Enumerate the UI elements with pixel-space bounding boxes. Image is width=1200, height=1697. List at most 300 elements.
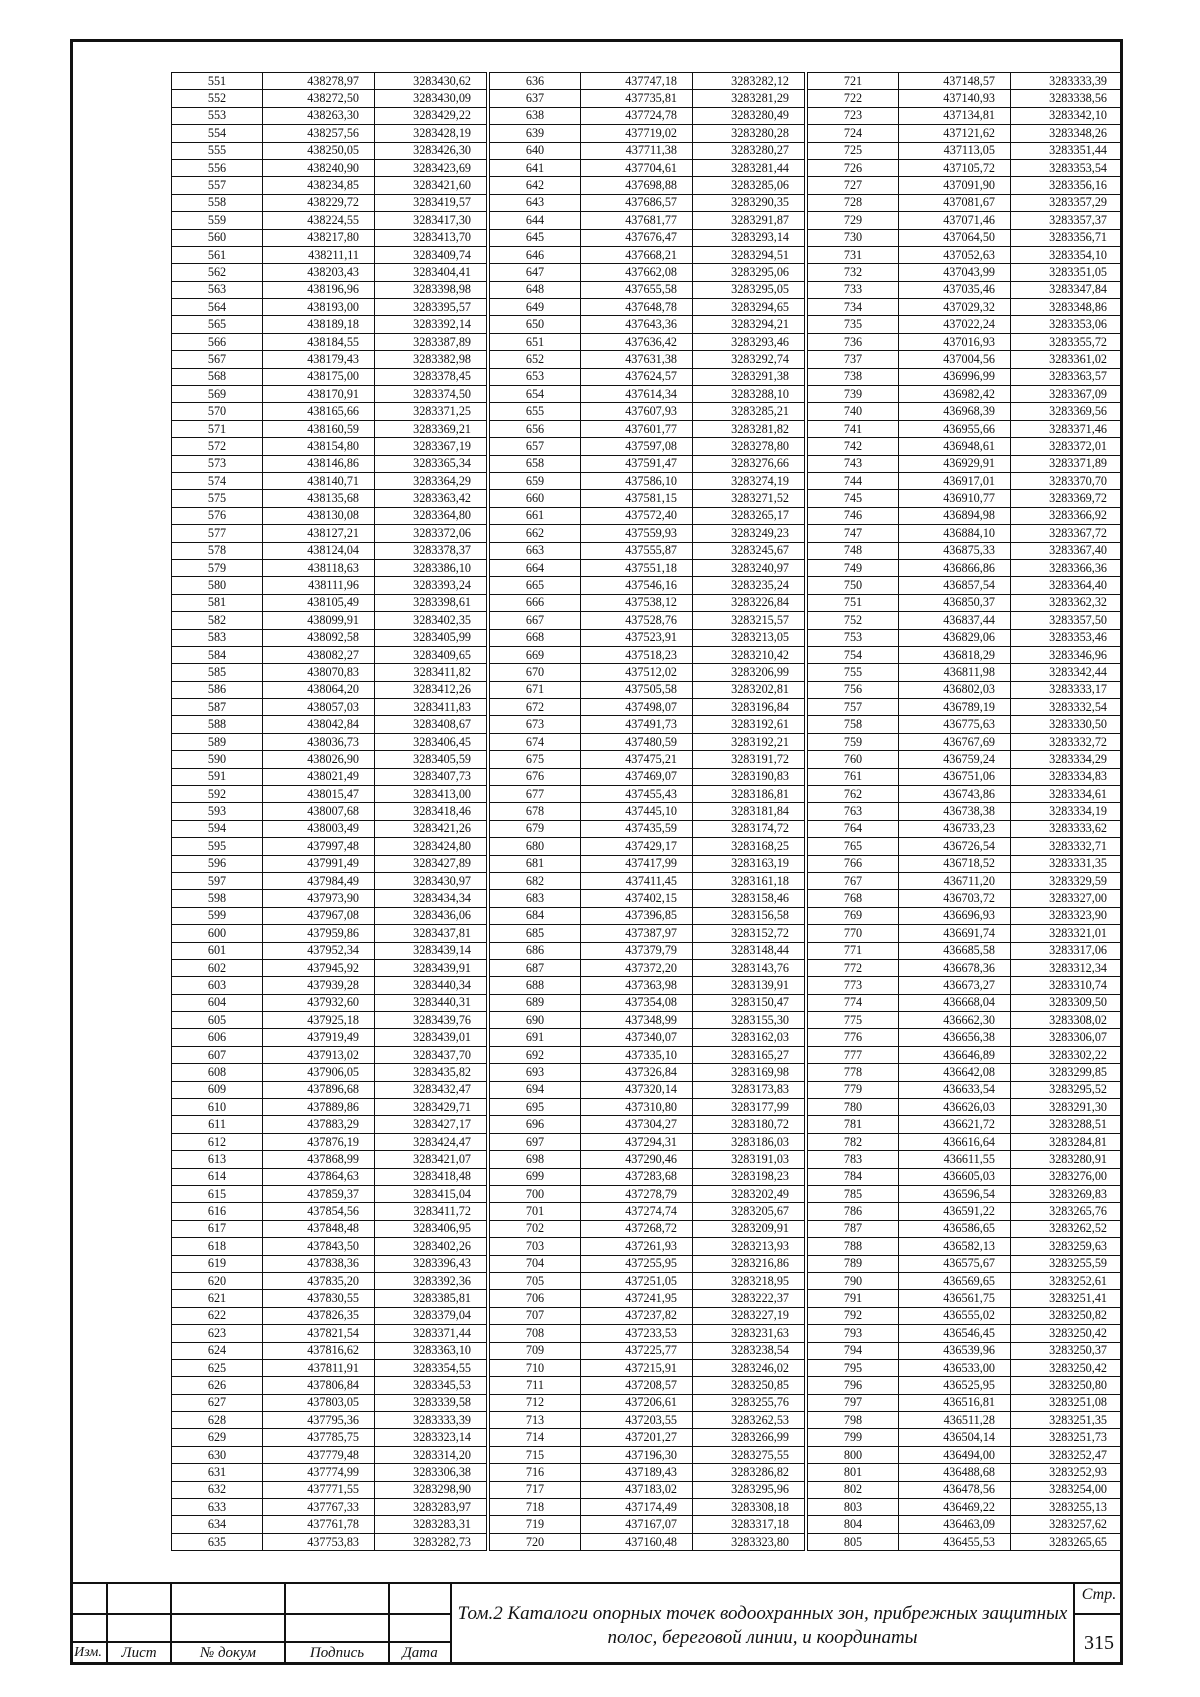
- point-number: 635: [172, 1533, 263, 1550]
- coord-x: 438179,43: [263, 351, 375, 368]
- coord-y: 3283372,01: [1011, 438, 1123, 455]
- table-row: [490, 316, 805, 333]
- table-row: [808, 194, 1123, 211]
- table-row: [490, 525, 805, 542]
- point-number: 620: [172, 1272, 263, 1289]
- coord-x: 437973,90: [263, 890, 375, 907]
- coord-y: 3283363,42: [375, 490, 487, 507]
- point-number: 660: [490, 490, 581, 507]
- coord-x: 437523,91: [581, 629, 693, 646]
- coord-y: 3283348,86: [1011, 299, 1123, 316]
- coord-y: 3283192,21: [693, 733, 805, 750]
- table-row: [490, 246, 805, 263]
- table-row: [808, 925, 1123, 942]
- table-row: [172, 281, 487, 298]
- point-number: 583: [172, 629, 263, 646]
- point-number: 741: [808, 420, 899, 437]
- point-number: 558: [172, 194, 263, 211]
- table-row: [490, 716, 805, 733]
- point-number: 585: [172, 664, 263, 681]
- coord-y: 3283407,73: [375, 768, 487, 785]
- point-number: 679: [490, 820, 581, 837]
- table-row: [490, 142, 805, 159]
- coord-x: 436929,91: [899, 455, 1011, 472]
- coord-x: 437711,38: [581, 142, 693, 159]
- point-number: 705: [490, 1272, 581, 1289]
- coord-x: 437896,68: [263, 1081, 375, 1098]
- coord-y: 3283156,58: [693, 907, 805, 924]
- point-number: 561: [172, 246, 263, 263]
- coord-y: 3283250,42: [1011, 1359, 1123, 1376]
- coord-x: 436646,89: [899, 1046, 1011, 1063]
- table-row: [490, 1377, 805, 1394]
- point-number: 734: [808, 299, 899, 316]
- table-row: [172, 559, 487, 576]
- point-number: 684: [490, 907, 581, 924]
- point-number: 746: [808, 507, 899, 524]
- coord-x: 436611,55: [899, 1151, 1011, 1168]
- coord-y: 3283186,81: [693, 786, 805, 803]
- coord-x: 437160,48: [581, 1533, 693, 1550]
- coord-x: 437761,78: [263, 1516, 375, 1533]
- coord-x: 437348,99: [581, 1012, 693, 1029]
- table-row: [490, 1464, 805, 1481]
- table-row: [490, 699, 805, 716]
- coord-x: 438193,00: [263, 299, 375, 316]
- point-number: 704: [490, 1255, 581, 1272]
- coord-y: 3283417,30: [375, 212, 487, 229]
- coord-x: 436539,96: [899, 1342, 1011, 1359]
- table-row: [808, 1412, 1123, 1429]
- point-number: 794: [808, 1342, 899, 1359]
- table-row: [172, 577, 487, 594]
- table-row: [490, 1081, 805, 1098]
- table-row: [490, 612, 805, 629]
- point-number: 559: [172, 212, 263, 229]
- point-number: 655: [490, 403, 581, 420]
- point-number: 657: [490, 438, 581, 455]
- table-row: [490, 803, 805, 820]
- point-number: 788: [808, 1238, 899, 1255]
- table-row: [490, 1220, 805, 1237]
- coord-x: 436733,23: [899, 820, 1011, 837]
- point-number: 590: [172, 751, 263, 768]
- coord-x: 436525,95: [899, 1377, 1011, 1394]
- coord-y: 3283404,41: [375, 264, 487, 281]
- table-row: [490, 872, 805, 889]
- coord-x: 437771,55: [263, 1481, 375, 1498]
- coord-y: 3283281,44: [693, 159, 805, 176]
- coord-y: 3283354,55: [375, 1359, 487, 1376]
- point-number: 625: [172, 1359, 263, 1376]
- coord-y: 3283395,57: [375, 299, 487, 316]
- coord-x: 438217,80: [263, 229, 375, 246]
- coord-x: 437491,73: [581, 716, 693, 733]
- point-number: 781: [808, 1116, 899, 1133]
- coord-x: 437538,12: [581, 594, 693, 611]
- coord-x: 437838,36: [263, 1255, 375, 1272]
- coord-y: 3283371,25: [375, 403, 487, 420]
- coord-y: 3283283,97: [375, 1499, 487, 1516]
- point-number: 799: [808, 1429, 899, 1446]
- point-number: 761: [808, 768, 899, 785]
- coord-y: 3283295,52: [1011, 1081, 1123, 1098]
- point-number: 738: [808, 368, 899, 385]
- coord-x: 436504,14: [899, 1429, 1011, 1446]
- point-number: 726: [808, 159, 899, 176]
- coord-y: 3283440,31: [375, 994, 487, 1011]
- point-number: 712: [490, 1394, 581, 1411]
- point-number: 803: [808, 1499, 899, 1516]
- coord-x: 436726,54: [899, 838, 1011, 855]
- table-row: [808, 994, 1123, 1011]
- table-row: [172, 907, 487, 924]
- point-number: 800: [808, 1446, 899, 1463]
- coord-x: 438127,21: [263, 525, 375, 542]
- point-number: 798: [808, 1412, 899, 1429]
- table-row: [490, 942, 805, 959]
- point-number: 636: [490, 73, 581, 90]
- table-row: [172, 1307, 487, 1324]
- coord-y: 3283265,65: [1011, 1533, 1123, 1550]
- table-row: [172, 420, 487, 437]
- coord-y: 3283342,44: [1011, 664, 1123, 681]
- date-label: Дата: [402, 1645, 438, 1661]
- coord-x: 436789,19: [899, 699, 1011, 716]
- coord-y: 3283173,83: [693, 1081, 805, 1098]
- coord-y: 3283255,59: [1011, 1255, 1123, 1272]
- table-row: [172, 90, 487, 107]
- table-row: [172, 1116, 487, 1133]
- document-title: Том.2 Каталоги опорных точек водоохранных зон, прибрежных защитных полос, береговой линии, и координаты: [457, 1603, 1068, 1648]
- coord-y: 3283371,89: [1011, 455, 1123, 472]
- table-row: [808, 1394, 1123, 1411]
- coord-y: 3283250,42: [1011, 1325, 1123, 1342]
- point-number: 710: [490, 1359, 581, 1376]
- coord-y: 3283333,39: [375, 1412, 487, 1429]
- coord-x: 437429,17: [581, 838, 693, 855]
- coord-y: 3283314,20: [375, 1446, 487, 1463]
- table-row: [808, 1377, 1123, 1394]
- point-number: 643: [490, 194, 581, 211]
- coord-y: 3283330,50: [1011, 716, 1123, 733]
- coord-y: 3283206,99: [693, 664, 805, 681]
- table-row: [490, 194, 805, 211]
- table-row: [808, 159, 1123, 176]
- coord-x: 437735,81: [581, 90, 693, 107]
- point-number: 564: [172, 299, 263, 316]
- coord-y: 3283439,14: [375, 942, 487, 959]
- point-number: 683: [490, 890, 581, 907]
- point-number: 765: [808, 838, 899, 855]
- table-row: [490, 855, 805, 872]
- point-number: 574: [172, 472, 263, 489]
- coord-y: 3283346,96: [1011, 646, 1123, 663]
- coord-y: 3283436,06: [375, 907, 487, 924]
- coord-y: 3283367,19: [375, 438, 487, 455]
- coord-x: 437984,49: [263, 872, 375, 889]
- table-row: [172, 525, 487, 542]
- point-number: 674: [490, 733, 581, 750]
- coord-x: 437134,81: [899, 107, 1011, 124]
- coord-y: 3283327,00: [1011, 890, 1123, 907]
- table-row: [808, 1029, 1123, 1046]
- coord-y: 3283163,19: [693, 855, 805, 872]
- point-number: 790: [808, 1272, 899, 1289]
- coord-x: 436561,75: [899, 1290, 1011, 1307]
- table-row: [490, 1325, 805, 1342]
- coord-y: 3283393,24: [375, 577, 487, 594]
- table-row: [808, 107, 1123, 124]
- coord-y: 3283252,61: [1011, 1272, 1123, 1289]
- table-row: [172, 1446, 487, 1463]
- coord-y: 3283312,34: [1011, 959, 1123, 976]
- point-number: 576: [172, 507, 263, 524]
- coord-y: 3283440,34: [375, 977, 487, 994]
- table-row: [490, 577, 805, 594]
- table-row: [808, 1064, 1123, 1081]
- coord-y: 3283299,85: [1011, 1064, 1123, 1081]
- point-number: 729: [808, 212, 899, 229]
- coord-y: 3283308,02: [1011, 1012, 1123, 1029]
- coord-x: 437601,77: [581, 420, 693, 437]
- coord-y: 3283291,87: [693, 212, 805, 229]
- point-number: 736: [808, 333, 899, 350]
- table-row: [172, 1046, 487, 1063]
- table-row: [490, 1481, 805, 1498]
- coord-x: 436494,00: [899, 1446, 1011, 1463]
- coord-x: 436616,64: [899, 1133, 1011, 1150]
- coord-y: 3283333,17: [1011, 681, 1123, 698]
- point-number: 805: [808, 1533, 899, 1550]
- coord-x: 438140,71: [263, 472, 375, 489]
- coord-x: 436703,72: [899, 890, 1011, 907]
- table-row: [172, 872, 487, 889]
- coord-x: 437803,05: [263, 1394, 375, 1411]
- point-number: 611: [172, 1116, 263, 1133]
- point-number: 682: [490, 872, 581, 889]
- coord-x: 436656,38: [899, 1029, 1011, 1046]
- coord-y: 3283291,38: [693, 368, 805, 385]
- coord-x: 437148,57: [899, 73, 1011, 90]
- table-row: [490, 403, 805, 420]
- coord-x: 437767,33: [263, 1499, 375, 1516]
- coord-x: 436621,72: [899, 1116, 1011, 1133]
- table-row: [808, 368, 1123, 385]
- coord-y: 3283427,17: [375, 1116, 487, 1133]
- point-number: 672: [490, 699, 581, 716]
- table-row: [490, 646, 805, 663]
- table-row: [490, 1290, 805, 1307]
- coord-x: 437843,50: [263, 1238, 375, 1255]
- table-row: [172, 1255, 487, 1272]
- point-number: 662: [490, 525, 581, 542]
- point-number: 646: [490, 246, 581, 263]
- coord-y: 3283424,80: [375, 838, 487, 855]
- table-row: [808, 142, 1123, 159]
- point-number: 664: [490, 559, 581, 576]
- coord-y: 3283162,03: [693, 1029, 805, 1046]
- coord-x: 437528,76: [581, 612, 693, 629]
- coord-x: 436696,93: [899, 907, 1011, 924]
- coord-y: 3283281,29: [693, 90, 805, 107]
- point-number: 717: [490, 1481, 581, 1498]
- coord-y: 3283288,51: [1011, 1116, 1123, 1133]
- point-number: 557: [172, 177, 263, 194]
- coord-x: 436662,30: [899, 1012, 1011, 1029]
- point-number: 616: [172, 1203, 263, 1220]
- coord-y: 3283196,84: [693, 699, 805, 716]
- coord-y: 3283222,37: [693, 1290, 805, 1307]
- coord-y: 3283240,97: [693, 559, 805, 576]
- coord-x: 436818,29: [899, 646, 1011, 663]
- coord-x: 436857,54: [899, 577, 1011, 594]
- point-number: 678: [490, 803, 581, 820]
- table-row: [808, 1255, 1123, 1272]
- point-number: 750: [808, 577, 899, 594]
- table-row: [490, 959, 805, 976]
- point-number: 560: [172, 229, 263, 246]
- coord-x: 438092,58: [263, 629, 375, 646]
- coord-y: 3283430,62: [375, 73, 487, 90]
- coord-y: 3283257,62: [1011, 1516, 1123, 1533]
- point-number: 595: [172, 838, 263, 855]
- point-number: 601: [172, 942, 263, 959]
- table-row: [808, 229, 1123, 246]
- coord-x: 437591,47: [581, 455, 693, 472]
- point-number: 694: [490, 1081, 581, 1098]
- coord-y: 3283251,41: [1011, 1290, 1123, 1307]
- point-number: 571: [172, 420, 263, 437]
- coord-x: 437113,05: [899, 142, 1011, 159]
- coord-x: 437387,97: [581, 925, 693, 942]
- coord-y: 3283180,72: [693, 1116, 805, 1133]
- table-row: [172, 820, 487, 837]
- coord-y: 3283402,26: [375, 1238, 487, 1255]
- coord-y: 3283338,56: [1011, 90, 1123, 107]
- coord-x: 438234,85: [263, 177, 375, 194]
- table-row: [490, 1446, 805, 1463]
- coord-y: 3283430,09: [375, 90, 487, 107]
- coord-x: 437183,02: [581, 1481, 693, 1498]
- coord-y: 3283323,80: [693, 1533, 805, 1550]
- coord-x: 436516,81: [899, 1394, 1011, 1411]
- coord-y: 3283364,80: [375, 507, 487, 524]
- point-number: 714: [490, 1429, 581, 1446]
- table-row: [172, 438, 487, 455]
- table-row: [808, 1203, 1123, 1220]
- coord-y: 3283286,82: [693, 1464, 805, 1481]
- coord-x: 438184,55: [263, 333, 375, 350]
- point-number: 699: [490, 1168, 581, 1185]
- point-number: 641: [490, 159, 581, 176]
- table-row: [172, 942, 487, 959]
- table-row: [490, 768, 805, 785]
- coord-x: 437826,35: [263, 1307, 375, 1324]
- coord-x: 437241,95: [581, 1290, 693, 1307]
- coord-y: 3283430,97: [375, 872, 487, 889]
- point-number: 667: [490, 612, 581, 629]
- point-number: 644: [490, 212, 581, 229]
- point-number: 597: [172, 872, 263, 889]
- table-row: [172, 490, 487, 507]
- coord-x: 436811,98: [899, 664, 1011, 681]
- coord-y: 3283294,51: [693, 246, 805, 263]
- point-number: 665: [490, 577, 581, 594]
- coord-x: 437035,46: [899, 281, 1011, 298]
- table-row: [808, 1220, 1123, 1237]
- point-number: 725: [808, 142, 899, 159]
- table-row: [490, 1116, 805, 1133]
- point-number: 653: [490, 368, 581, 385]
- title-block-row-line-2: [70, 1641, 452, 1643]
- coord-x: 436996,99: [899, 368, 1011, 385]
- coord-y: 3283406,95: [375, 1220, 487, 1237]
- table-row: [808, 820, 1123, 837]
- table-row: [808, 472, 1123, 489]
- coord-y: 3283259,63: [1011, 1238, 1123, 1255]
- point-number: 783: [808, 1151, 899, 1168]
- point-number: 689: [490, 994, 581, 1011]
- table-row: [490, 490, 805, 507]
- point-number: 739: [808, 386, 899, 403]
- coord-x: 437203,55: [581, 1412, 693, 1429]
- coord-y: 3283334,61: [1011, 786, 1123, 803]
- coord-y: 3283254,00: [1011, 1481, 1123, 1498]
- coord-y: 3283238,54: [693, 1342, 805, 1359]
- point-number: 748: [808, 542, 899, 559]
- coord-y: 3283291,30: [1011, 1099, 1123, 1116]
- table-row: [808, 386, 1123, 403]
- point-number: 640: [490, 142, 581, 159]
- table-row: [172, 959, 487, 976]
- coord-y: 3283354,10: [1011, 246, 1123, 263]
- coord-x: 437945,92: [263, 959, 375, 976]
- coord-y: 3283353,54: [1011, 159, 1123, 176]
- table-row: [808, 803, 1123, 820]
- coord-y: 3283364,40: [1011, 577, 1123, 594]
- coord-x: 438064,20: [263, 681, 375, 698]
- coord-x: 436850,37: [899, 594, 1011, 611]
- coord-y: 3283293,46: [693, 333, 805, 350]
- coord-x: 436455,53: [899, 1533, 1011, 1550]
- coord-x: 436837,44: [899, 612, 1011, 629]
- coord-x: 436633,54: [899, 1081, 1011, 1098]
- coord-x: 436478,56: [899, 1481, 1011, 1498]
- point-number: 563: [172, 281, 263, 298]
- coord-x: 437480,59: [581, 733, 693, 750]
- coord-y: 3283227,19: [693, 1307, 805, 1324]
- coord-y: 3283402,35: [375, 612, 487, 629]
- point-number: 711: [490, 1377, 581, 1394]
- coord-y: 3283275,55: [693, 1446, 805, 1463]
- coord-y: 3283165,27: [693, 1046, 805, 1063]
- table-row: [172, 1151, 487, 1168]
- coord-y: 3283367,40: [1011, 542, 1123, 559]
- coord-y: 3283262,53: [693, 1412, 805, 1429]
- table-row: [172, 1516, 487, 1533]
- point-number: 693: [490, 1064, 581, 1081]
- coord-y: 3283367,72: [1011, 525, 1123, 542]
- coord-x: 438229,72: [263, 194, 375, 211]
- point-number: 756: [808, 681, 899, 698]
- table-row: [808, 1272, 1123, 1289]
- coord-y: 3283202,49: [693, 1186, 805, 1203]
- coord-x: 437105,72: [899, 159, 1011, 176]
- coord-y: 3283255,76: [693, 1394, 805, 1411]
- table-row: [172, 403, 487, 420]
- coord-x: 436759,24: [899, 751, 1011, 768]
